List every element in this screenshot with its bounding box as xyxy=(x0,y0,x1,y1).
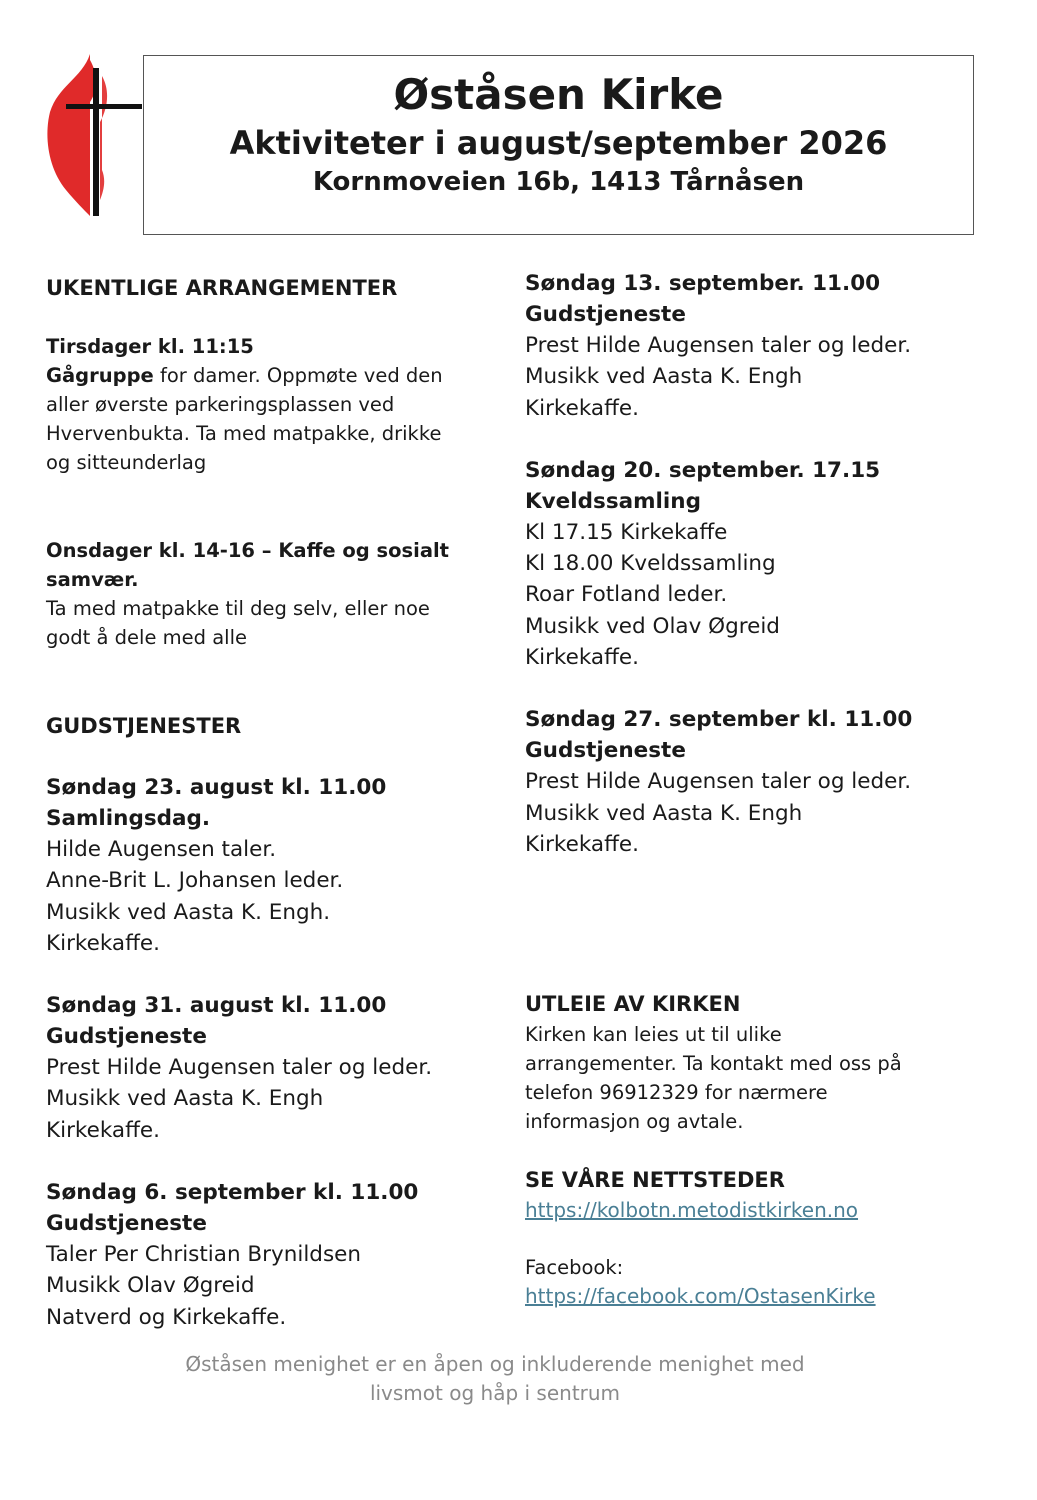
service-sep13 xyxy=(525,268,995,424)
service-line: Prest Hilde Augensen taler og leder. xyxy=(525,769,912,795)
tuesday-text-1: for damer. Oppmøte ved den xyxy=(153,364,443,387)
tuesday-text-3: Hvervenbukta. Ta med matpakke, drikke xyxy=(46,422,442,445)
service-line: Musikk ved Aasta K. Engh xyxy=(525,800,803,826)
service-line: Anne-Brit L. Johansen leder. xyxy=(46,868,344,894)
service-sep6 xyxy=(46,1177,486,1333)
websites-section xyxy=(525,1164,995,1311)
tuesday-event xyxy=(46,332,486,477)
service-line: Kl 17.15 Kirkekaffe xyxy=(525,519,728,545)
service-title: Gudstjeneste xyxy=(525,302,686,327)
footer-tagline xyxy=(0,1350,990,1408)
service-line: Roar Fotland leder. xyxy=(525,582,728,608)
tuesday-text-4: og sitteunderlag xyxy=(46,451,207,474)
service-title: Gudstjeneste xyxy=(46,1211,207,1237)
service-line: Musikk ved Aasta K. Engh xyxy=(525,364,803,390)
rental-line: arrangementer. Ta kontakt med oss på xyxy=(525,1052,902,1076)
service-line: Musikk ved Olav Øgreid xyxy=(525,613,780,639)
wednesday-title-2: samvær. xyxy=(46,568,139,591)
footer-line-2: livsmot og håp i sentrum xyxy=(369,1381,621,1405)
tuesday-activity: Gågruppe xyxy=(46,364,154,387)
service-line: Prest Hilde Augensen taler og leder. xyxy=(46,1055,433,1081)
service-title: Gudstjeneste xyxy=(46,1024,207,1050)
wednesday-event xyxy=(46,536,486,652)
tuesday-text-2: aller øverste parkeringsplassen ved xyxy=(46,393,395,416)
facebook-label: Facebook: xyxy=(525,1256,624,1280)
rental-heading: UTLEIE AV KIRKEN xyxy=(525,992,741,1017)
website-link[interactable]: https://kolbotn.metodistkirken.no xyxy=(525,1198,859,1223)
service-title: Gudstjeneste xyxy=(525,738,686,764)
church-address: Kornmoveien 16b, 1413 Tårnåsen xyxy=(312,166,805,197)
service-date: Søndag 13. september. 11.00 xyxy=(525,271,881,296)
rental-section xyxy=(525,988,995,1136)
websites-heading: SE VÅRE NETTSTEDER xyxy=(525,1168,785,1193)
service-aug31 xyxy=(46,990,486,1146)
service-date: Søndag 6. september kl. 11.00 xyxy=(46,1180,419,1206)
footer-line-1: Øståsen menighet er en åpen og inkluderende menighet med xyxy=(185,1352,805,1376)
service-line: Kirkekaffe. xyxy=(46,1117,160,1143)
rental-line: Kirken kan leies ut til ulike xyxy=(525,1023,782,1047)
services-heading: GUDSTJENESTER xyxy=(46,714,242,738)
weekly-heading: UKENTLIGE ARRANGEMENTER xyxy=(46,276,398,300)
wednesday-text-1: Ta med matpakke til deg selv, eller noe xyxy=(46,597,430,620)
service-line: Kirkekaffe. xyxy=(525,831,639,857)
service-title: Samlingsdag. xyxy=(46,806,211,831)
service-title: Kveldssamling xyxy=(525,488,701,514)
service-date: Søndag 23. august kl. 11.00 xyxy=(46,775,387,800)
rental-line: telefon 96912329 for nærmere xyxy=(525,1081,828,1105)
rental-line: informasjon og avtale. xyxy=(525,1110,744,1134)
service-line: Natverd og Kirkekaffe. xyxy=(46,1304,287,1330)
wednesday-title-1: Onsdager kl. 14-16 – Kaffe og sosialt xyxy=(46,539,449,562)
facebook-link[interactable]: https://facebook.com/OstasenKirke xyxy=(525,1284,876,1309)
right-column xyxy=(525,268,995,1311)
service-sep27 xyxy=(525,704,995,860)
service-line: Kirkekaffe. xyxy=(525,395,639,421)
service-line: Prest Hilde Augensen taler og leder. xyxy=(525,333,912,358)
header-box xyxy=(143,55,974,235)
service-date: Søndag 27. september kl. 11.00 xyxy=(525,707,913,733)
cross-and-flame-icon xyxy=(44,50,144,220)
service-date: Søndag 20. september. 17.15 xyxy=(525,457,881,483)
service-sep20 xyxy=(525,455,995,673)
tuesday-time: Tirsdager kl. 11:15 xyxy=(46,335,254,358)
service-date: Søndag 31. august kl. 11.00 xyxy=(46,993,387,1019)
service-line: Kirkekaffe. xyxy=(525,645,639,671)
service-line: Musikk ved Aasta K. Engh xyxy=(46,1086,324,1112)
left-column xyxy=(46,272,486,1333)
service-line: Musikk ved Aasta K. Engh. xyxy=(46,899,331,925)
service-line: Kl 18.00 Kveldssamling xyxy=(525,551,776,577)
service-line: Taler Per Christian Brynildsen xyxy=(46,1242,362,1268)
wednesday-text-2: godt å dele med alle xyxy=(46,626,248,649)
page-subtitle: Aktiviteter i august/september 2026 xyxy=(229,124,888,163)
service-line: Musikk Olav Øgreid xyxy=(46,1273,255,1299)
page-title: Øståsen Kirke xyxy=(393,70,724,119)
service-aug23 xyxy=(46,772,486,959)
service-line: Hilde Augensen taler. xyxy=(46,837,277,862)
tuesday-line-1 xyxy=(46,361,486,390)
service-line: Kirkekaffe. xyxy=(46,930,160,956)
